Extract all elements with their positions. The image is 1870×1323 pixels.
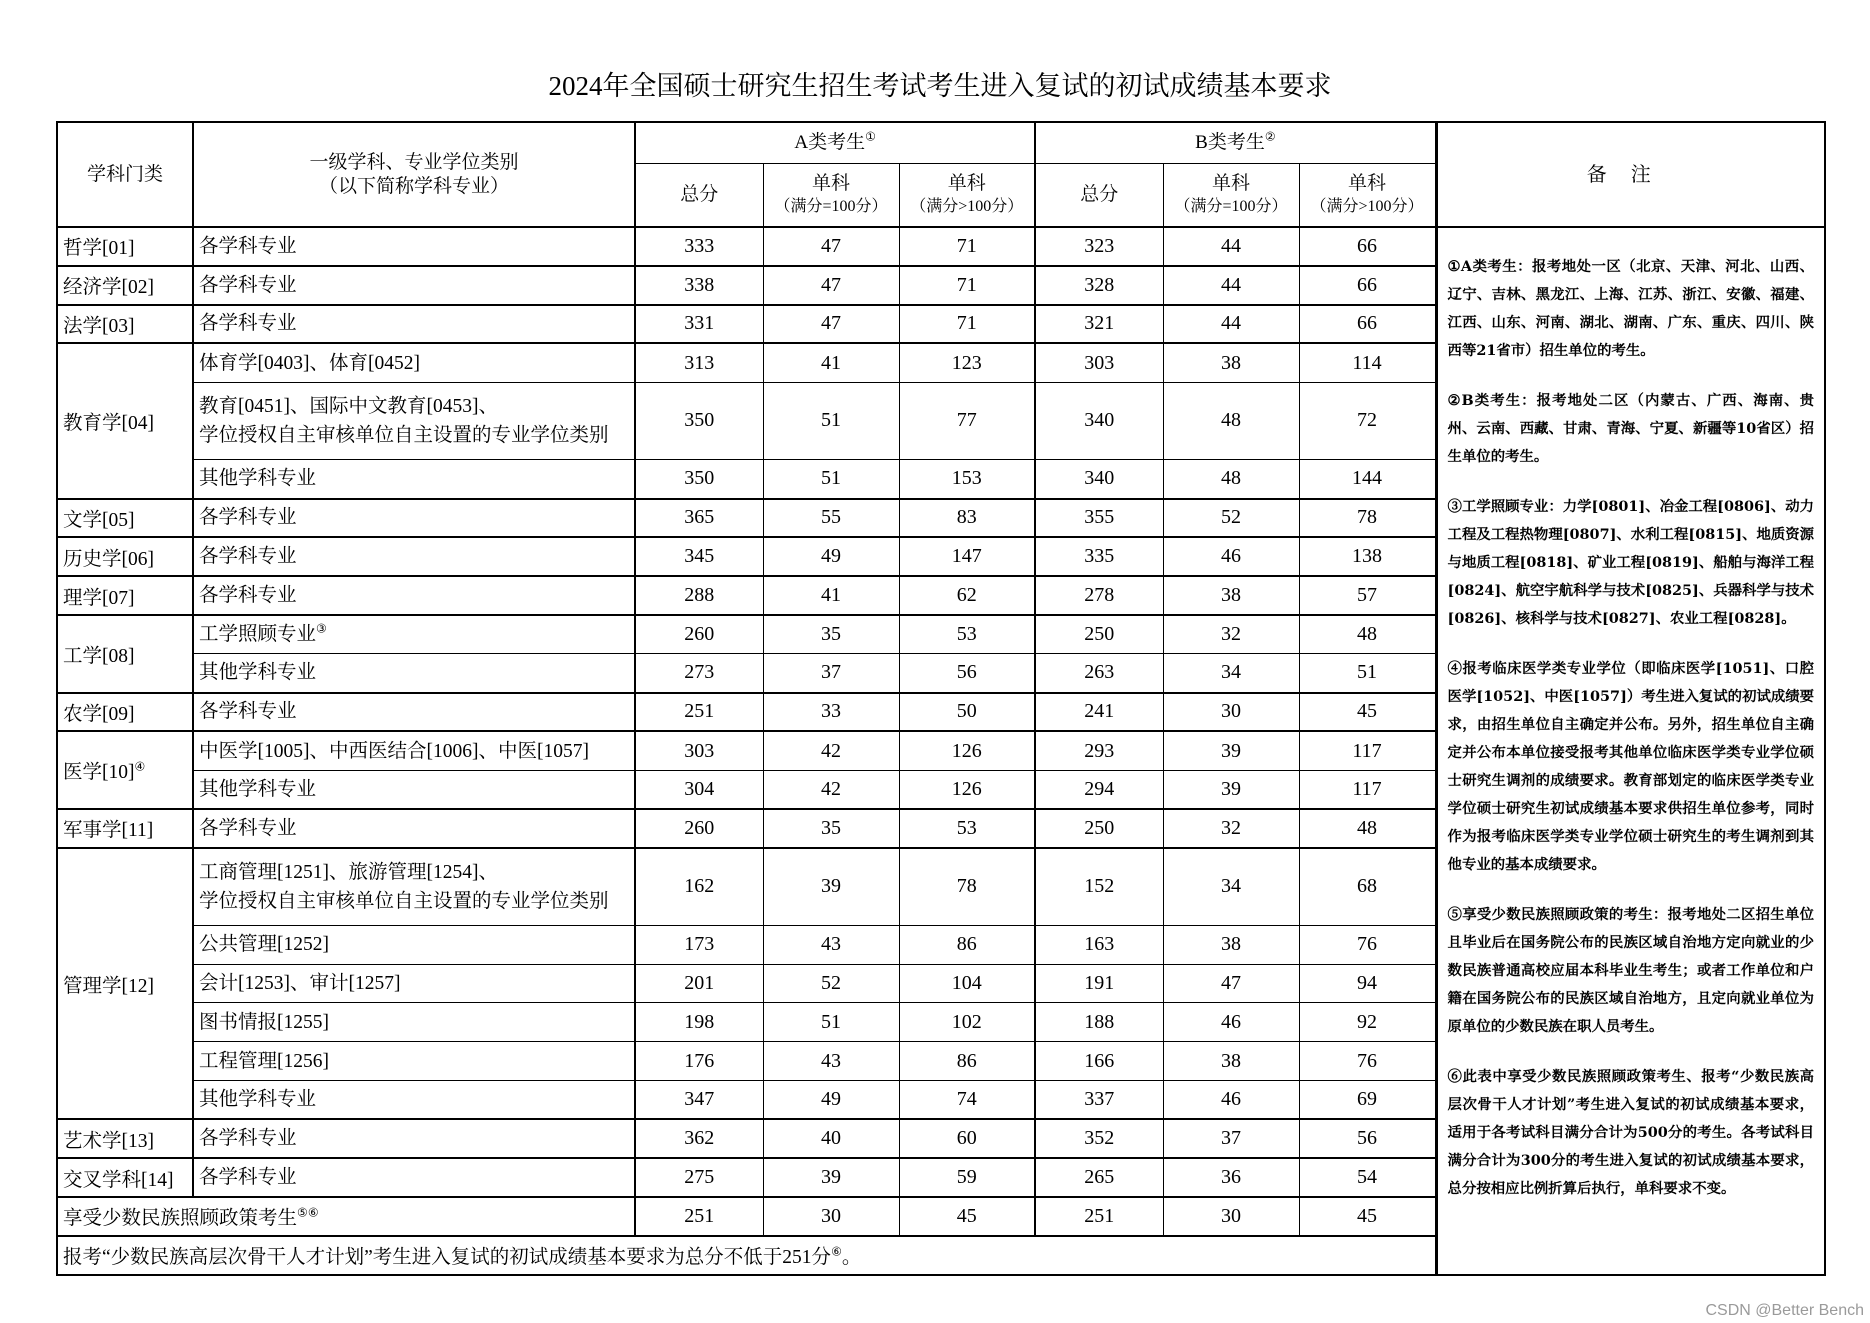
- category-cell: [57, 305, 193, 344]
- group-b-score-cell: 278: [1035, 576, 1163, 615]
- footnote-marker: ③: [316, 621, 327, 636]
- group-b-score-cell: 45: [1299, 693, 1436, 732]
- group-a-score-cell: 50: [899, 693, 1035, 732]
- category-label: 艺术学[13]: [63, 1130, 154, 1152]
- subject-cell: [193, 576, 635, 615]
- group-a-score-cell: 41: [763, 343, 899, 382]
- group-b-score-cell: 38: [1163, 925, 1299, 964]
- subject-cell: [193, 537, 635, 576]
- group-a-score-cell: 147: [899, 537, 1035, 576]
- subject-header: [193, 122, 635, 227]
- subject-cell: [193, 809, 635, 848]
- group-a-score-cell: 49: [763, 1081, 899, 1120]
- group-a-score-cell: 345: [635, 537, 763, 576]
- subject-line: 各学科专业: [199, 817, 297, 839]
- group-b-score-cell: 44: [1163, 227, 1299, 266]
- group-b-score-cell: 78: [1299, 499, 1436, 538]
- category-label: 法学[03]: [63, 315, 135, 337]
- subject-line: 其他学科专业: [199, 778, 317, 800]
- subject-line: 中医学[1005]、中西医结合[1006]、中医[1057]: [199, 740, 589, 762]
- total-label: 总分: [680, 183, 719, 205]
- group-a-score-cell: 71: [899, 227, 1035, 266]
- subject-line: 会计[1253]、审计[1257]: [199, 973, 401, 995]
- group-b-score-cell: 30: [1163, 693, 1299, 732]
- group-b-score-cell: 54: [1299, 1158, 1436, 1197]
- subject-line: 各学科专业: [199, 313, 297, 335]
- group-b-score-cell: 47: [1163, 964, 1299, 1003]
- group-a-single-over-100-header: [899, 163, 1035, 227]
- group-a-score-cell: 273: [635, 654, 763, 693]
- group-a-score-cell: 71: [899, 305, 1035, 344]
- group-b-score-cell: 92: [1299, 1003, 1436, 1042]
- footer-text: 报考“少数民族高层次骨干人才计划”考生进入复试的初试成绩基本要求为总分不低于251分: [63, 1247, 832, 1269]
- category-label: 文学[05]: [63, 509, 135, 531]
- group-a-score-cell: 42: [763, 770, 899, 809]
- category-label: 经济学[02]: [63, 277, 154, 299]
- group-a-score-cell: 60: [899, 1119, 1035, 1158]
- footnote-marker: ①: [865, 130, 876, 144]
- group-a-score-cell: 39: [763, 1158, 899, 1197]
- subject-line: 工学照顾专业③: [199, 621, 327, 646]
- footnote-marker: ④: [134, 759, 146, 774]
- category-cell: [57, 693, 193, 732]
- header-row: [57, 122, 1825, 163]
- group-b-score-cell: 117: [1299, 770, 1436, 809]
- group-b-score-cell: 76: [1299, 925, 1436, 964]
- subject-cell: [193, 615, 635, 654]
- group-a-single-100-header: [763, 163, 899, 227]
- group-b-score-cell: 251: [1035, 1197, 1163, 1236]
- category-cell: [57, 343, 193, 498]
- score-requirements-table: [56, 121, 1826, 1276]
- group-a-score-cell: 35: [763, 615, 899, 654]
- subject-line: 其他学科专业: [199, 662, 317, 684]
- subject-line: 教育[0451]、国际中文教育[0453]、: [199, 395, 498, 417]
- group-a-score-cell: 347: [635, 1081, 763, 1120]
- group-b-single-100-header: [1163, 163, 1299, 227]
- group-b-score-cell: 39: [1163, 770, 1299, 809]
- footnote-marker: ⑤⑥: [297, 1205, 319, 1220]
- group-a-score-cell: 126: [899, 731, 1035, 770]
- group-b-header: [1035, 122, 1436, 163]
- group-b-single-over-100-header: [1299, 163, 1436, 227]
- group-b-score-cell: 337: [1035, 1081, 1163, 1120]
- subject-header-line1: 一级学科、专业学位类别: [309, 151, 519, 173]
- subject-line: 各学科专业: [199, 585, 297, 607]
- group-a-score-cell: 275: [635, 1158, 763, 1197]
- group-a-score-cell: 123: [899, 343, 1035, 382]
- footnote-marker: ②: [1264, 130, 1276, 144]
- special-label-cell: [57, 1197, 635, 1236]
- group-a-score-cell: 47: [763, 227, 899, 266]
- group-b-score-cell: 38: [1163, 1042, 1299, 1081]
- group-b-score-cell: 138: [1299, 537, 1436, 576]
- group-a-score-cell: 83: [899, 499, 1035, 538]
- group-a-score-cell: 71: [899, 266, 1035, 305]
- group-b-score-cell: 52: [1163, 499, 1299, 538]
- group-a-score-cell: 35: [763, 809, 899, 848]
- subject-line: 各学科专业: [199, 507, 297, 529]
- remark-note: ⑥此表中享受少数民族照顾政策考生、报考“少数民族高层次骨干人才计划”考生进入复试的初试成绩基本要求，适用于各考试科目满分合计为500分的考生。各考试科目满分合计为300分的考生进入复试的初试成绩基本要求，总分按相应比例折算后执行，单科要求不变。: [1447, 1067, 1815, 1197]
- group-b-score-cell: 48: [1299, 809, 1436, 848]
- group-b-score-cell: 340: [1035, 460, 1163, 499]
- group-a-score-cell: 53: [899, 809, 1035, 848]
- group-b-score-cell: 293: [1035, 731, 1163, 770]
- group-b-score-cell: 250: [1035, 615, 1163, 654]
- remarks-header: 备注: [1436, 122, 1825, 227]
- group-a-score-cell: 260: [635, 809, 763, 848]
- group-b-score-cell: 166: [1035, 1042, 1163, 1081]
- category-label: 交叉学科[14]: [63, 1169, 174, 1191]
- subject-line: 各学科专业: [199, 1128, 297, 1150]
- remark-note: ⑤享受少数民族照顾政策的考生：报考地处二区招生单位且毕业后在国务院公布的民族区域自治地方定向就业的少数民族普通高校应届本科毕业生考生；或者工作单位和户籍在国务院公布的民族区域自治地方，且定向就业单位为原单位的少数民族在职人员考生。: [1447, 905, 1815, 1035]
- subject-cell: [193, 305, 635, 344]
- group-a-score-cell: 47: [763, 266, 899, 305]
- group-b-score-cell: 46: [1163, 537, 1299, 576]
- group-a-score-cell: 350: [635, 382, 763, 460]
- category-cell: [57, 809, 193, 848]
- group-b-score-cell: 57: [1299, 576, 1436, 615]
- group-b-score-cell: 265: [1035, 1158, 1163, 1197]
- group-b-score-cell: 114: [1299, 343, 1436, 382]
- group-a-score-cell: 365: [635, 499, 763, 538]
- group-b-score-cell: 76: [1299, 1042, 1436, 1081]
- group-a-score-cell: 78: [899, 848, 1035, 926]
- group-a-score-cell: 338: [635, 266, 763, 305]
- group-a-score-cell: 47: [763, 305, 899, 344]
- subject-line: 工程管理[1256]: [199, 1050, 329, 1072]
- category-label: 工学[08]: [63, 645, 135, 667]
- group-a-score-cell: 362: [635, 1119, 763, 1158]
- footer-text-tail: 。: [841, 1247, 862, 1269]
- category-cell: [57, 266, 193, 305]
- group-a-score-cell: 30: [763, 1197, 899, 1236]
- subject-line: 各学科专业: [199, 235, 297, 257]
- group-b-total-header: [1035, 163, 1163, 227]
- page-title: 2024年全国硕士研究生招生考试考生进入复试的初试成绩基本要求: [548, 71, 1332, 101]
- group-a-score-cell: 43: [763, 925, 899, 964]
- subject-cell: [193, 1003, 635, 1042]
- remark-note: ④报考临床医学类专业学位（即临床医学[1051]、口腔医学[1052]、中医[1057]）考生进入复试的初试成绩要求，由招生单位自主确定并公布。另外，招生单位自主确定并公布本单位接受报考其他单位临床医学类专业学位硕士研究生调剂的成绩要求。教育部划定的临床医学类专业学位硕士研究生初试成绩基本要求供招生单位参考，同时作为报考临床医学类专业学位硕士研究生的考生调剂到其他专业的基本成绩要求。: [1447, 659, 1815, 873]
- group-b-score-cell: 56: [1299, 1119, 1436, 1158]
- remark-note: ③工学照顾专业：力学[0801]、冶金工程[0806]、动力工程及工程热物理[0807]、水利工程[0815]、地质资源与地质工程[0818]、矿业工程[0819]、船舶与海洋工程[0824]、航空宇航科学与技术[0825]、兵器科学与技术[0826]、核科学与技术[0827]、农业工程[0828]。: [1447, 497, 1815, 627]
- subject-cell: [193, 266, 635, 305]
- group-a-score-cell: 56: [899, 654, 1035, 693]
- category-cell: [57, 731, 193, 809]
- subject-cell: [193, 848, 635, 926]
- group-a-score-cell: 86: [899, 925, 1035, 964]
- remark-note: ②B类考生：报考地处二区（内蒙古、广西、海南、贵州、云南、西藏、甘肃、青海、宁夏、新疆等10省区）招生单位的考生。: [1447, 391, 1815, 465]
- group-a-score-cell: 251: [635, 1197, 763, 1236]
- group-a-score-cell: 260: [635, 615, 763, 654]
- subject-cell: [193, 925, 635, 964]
- group-a-score-cell: 198: [635, 1003, 763, 1042]
- category-cell: [57, 848, 193, 1120]
- group-b-score-cell: 36: [1163, 1158, 1299, 1197]
- subject-line: 图书情报[1255]: [199, 1011, 329, 1033]
- group-b-score-cell: 66: [1299, 227, 1436, 266]
- group-b-score-cell: 328: [1035, 266, 1163, 305]
- subject-line: 各学科专业: [199, 701, 297, 723]
- category-label: 管理学[12]: [63, 975, 154, 997]
- group-a-score-cell: 176: [635, 1042, 763, 1081]
- subject-line: 体育学[0403]、体育[0452]: [199, 352, 420, 374]
- group-b-score-cell: 32: [1163, 809, 1299, 848]
- group-a-score-cell: 49: [763, 537, 899, 576]
- single-label: 单科: [811, 172, 850, 194]
- subject-cell: [193, 731, 635, 770]
- category-label: 理学[07]: [63, 587, 135, 609]
- footnote-marker: ⑥: [831, 1244, 842, 1259]
- group-a-score-cell: 39: [763, 848, 899, 926]
- group-b-score-cell: 69: [1299, 1081, 1436, 1120]
- subject-cell: [193, 1158, 635, 1197]
- group-b-score-cell: 163: [1035, 925, 1163, 964]
- group-b-score-cell: 32: [1163, 615, 1299, 654]
- category-cell: [57, 1158, 193, 1197]
- category-label: 农学[09]: [63, 703, 135, 725]
- single-label: 单科: [1212, 172, 1251, 194]
- subject-line: 工商管理[1251]、旅游管理[1254]、: [199, 861, 498, 883]
- group-a-score-cell: 51: [763, 460, 899, 499]
- group-a-header: [635, 122, 1035, 163]
- footer-note-cell: [57, 1236, 1436, 1275]
- subject-cell: [193, 1119, 635, 1158]
- special-label: 享受少数民族照顾政策考生: [63, 1208, 298, 1230]
- group-b-score-cell: 39: [1163, 731, 1299, 770]
- group-b-score-cell: 188: [1035, 1003, 1163, 1042]
- group-b-score-cell: 66: [1299, 305, 1436, 344]
- subject-cell: [193, 227, 635, 266]
- group-b-score-cell: 44: [1163, 266, 1299, 305]
- group-b-score-cell: 117: [1299, 731, 1436, 770]
- group-a-score-cell: 331: [635, 305, 763, 344]
- group-a-score-cell: 333: [635, 227, 763, 266]
- subject-header-line2: （以下简称学科专业）: [318, 175, 509, 197]
- group-b-score-cell: 355: [1035, 499, 1163, 538]
- group-b-score-cell: 34: [1163, 654, 1299, 693]
- single-label: 单科: [947, 172, 986, 194]
- group-b-score-cell: 303: [1035, 343, 1163, 382]
- group-a-score-cell: 33: [763, 693, 899, 732]
- subject-line: 各学科专业: [199, 274, 297, 296]
- subject-cell: [193, 654, 635, 693]
- group-b-score-cell: 46: [1163, 1081, 1299, 1120]
- category-cell: [57, 537, 193, 576]
- subject-line: 各学科专业: [199, 1167, 297, 1189]
- group-a-label: A类考生: [794, 131, 866, 153]
- group-a-score-cell: 43: [763, 1042, 899, 1081]
- table-body: [57, 227, 1825, 1275]
- remark-note: ①A类考生：报考地处一区（北京、天津、河北、山西、辽宁、吉林、黑龙江、上海、江苏、浙江、安徽、福建、江西、山东、河南、湖北、湖南、广东、重庆、四川、陕西等21省市）招生单位的考生。: [1447, 257, 1815, 359]
- group-a-score-cell: 201: [635, 964, 763, 1003]
- subject-line: 各学科专业: [199, 546, 297, 568]
- group-a-score-cell: 304: [635, 770, 763, 809]
- group-b-score-cell: 48: [1299, 615, 1436, 654]
- group-a-score-cell: 59: [899, 1158, 1035, 1197]
- category-label: 教育学[04]: [63, 412, 154, 434]
- category-label: 历史学[06]: [63, 548, 154, 570]
- group-a-score-cell: 162: [635, 848, 763, 926]
- single-label: 单科: [1348, 172, 1387, 194]
- category-cell: [57, 227, 193, 266]
- table-row: [57, 227, 1825, 266]
- group-b-score-cell: 51: [1299, 654, 1436, 693]
- group-a-score-cell: 288: [635, 576, 763, 615]
- subject-line: 其他学科专业: [199, 468, 317, 490]
- subject-cell: [193, 499, 635, 538]
- full-over-100-label: （满分>100分）: [1310, 197, 1424, 215]
- group-b-score-cell: 294: [1035, 770, 1163, 809]
- group-a-score-cell: 55: [763, 499, 899, 538]
- group-b-score-cell: 38: [1163, 576, 1299, 615]
- group-a-score-cell: 86: [899, 1042, 1035, 1081]
- group-b-score-cell: 48: [1163, 460, 1299, 499]
- total-label: 总分: [1080, 183, 1119, 205]
- group-b-score-cell: 72: [1299, 382, 1436, 460]
- group-b-score-cell: 323: [1035, 227, 1163, 266]
- group-b-score-cell: 352: [1035, 1119, 1163, 1158]
- category-header-label: 学科门类: [86, 163, 163, 185]
- group-b-label: B类考生: [1195, 131, 1265, 153]
- group-a-score-cell: 45: [899, 1197, 1035, 1236]
- category-cell: [57, 499, 193, 538]
- group-a-total-header: [635, 163, 763, 227]
- category-cell: [57, 576, 193, 615]
- subject-line: 其他学科专业: [199, 1089, 317, 1111]
- category-label: 哲学[01]: [63, 238, 135, 260]
- full-100-label: （满分=100分）: [774, 197, 888, 215]
- subject-line: 学位授权自主审核单位自主设置的专业学位类别: [199, 890, 609, 912]
- category-label: 军事学[11]: [63, 820, 154, 842]
- group-a-score-cell: 74: [899, 1081, 1035, 1120]
- group-a-score-cell: 350: [635, 460, 763, 499]
- group-b-score-cell: 321: [1035, 305, 1163, 344]
- category-header: [57, 122, 193, 227]
- group-b-score-cell: 48: [1163, 382, 1299, 460]
- subject-cell: [193, 343, 635, 382]
- group-a-score-cell: 41: [763, 576, 899, 615]
- group-b-score-cell: 45: [1299, 1197, 1436, 1236]
- group-a-score-cell: 104: [899, 964, 1035, 1003]
- subject-cell: [193, 770, 635, 809]
- subject-cell: [193, 1042, 635, 1081]
- group-a-score-cell: 52: [763, 964, 899, 1003]
- group-a-score-cell: 126: [899, 770, 1035, 809]
- group-b-score-cell: 152: [1035, 848, 1163, 926]
- group-b-score-cell: 94: [1299, 964, 1436, 1003]
- group-b-score-cell: 68: [1299, 848, 1436, 926]
- subject-cell: [193, 460, 635, 499]
- subject-line: 公共管理[1252]: [199, 934, 329, 956]
- group-a-score-cell: 173: [635, 925, 763, 964]
- group-b-score-cell: 46: [1163, 1003, 1299, 1042]
- group-a-score-cell: 51: [763, 1003, 899, 1042]
- group-a-score-cell: 153: [899, 460, 1035, 499]
- group-b-score-cell: 250: [1035, 809, 1163, 848]
- group-a-score-cell: 313: [635, 343, 763, 382]
- group-b-score-cell: 340: [1035, 382, 1163, 460]
- group-a-score-cell: 53: [899, 615, 1035, 654]
- group-a-score-cell: 42: [763, 731, 899, 770]
- subject-cell: [193, 1081, 635, 1120]
- remarks-cell: [1436, 227, 1825, 1275]
- subject-cell: [193, 964, 635, 1003]
- group-b-score-cell: 34: [1163, 848, 1299, 926]
- subject-line: 学位授权自主审核单位自主设置的专业学位类别: [199, 424, 609, 446]
- group-b-score-cell: 30: [1163, 1197, 1299, 1236]
- subject-cell: [193, 693, 635, 732]
- group-b-score-cell: 38: [1163, 343, 1299, 382]
- subject-cell: [193, 382, 635, 460]
- group-b-score-cell: 263: [1035, 654, 1163, 693]
- group-a-score-cell: 303: [635, 731, 763, 770]
- group-a-score-cell: 62: [899, 576, 1035, 615]
- group-b-score-cell: 37: [1163, 1119, 1299, 1158]
- full-over-100-label: （满分>100分）: [910, 197, 1024, 215]
- group-a-score-cell: 251: [635, 693, 763, 732]
- group-a-score-cell: 51: [763, 382, 899, 460]
- group-b-score-cell: 66: [1299, 266, 1436, 305]
- group-b-score-cell: 241: [1035, 693, 1163, 732]
- group-a-score-cell: 40: [763, 1119, 899, 1158]
- category-label: 医学[10]: [63, 762, 135, 784]
- group-a-score-cell: 77: [899, 382, 1035, 460]
- remarks-body: [1443, 231, 1820, 1271]
- group-a-score-cell: 102: [899, 1003, 1035, 1042]
- group-b-score-cell: 44: [1163, 305, 1299, 344]
- group-b-score-cell: 191: [1035, 964, 1163, 1003]
- group-b-score-cell: 335: [1035, 537, 1163, 576]
- watermark: CSDN @Better Bench: [1705, 1302, 1864, 1319]
- category-cell: [57, 1119, 193, 1158]
- full-100-label: （满分=100分）: [1174, 197, 1288, 215]
- category-cell: [57, 615, 193, 693]
- group-b-score-cell: 144: [1299, 460, 1436, 499]
- group-a-score-cell: 37: [763, 654, 899, 693]
